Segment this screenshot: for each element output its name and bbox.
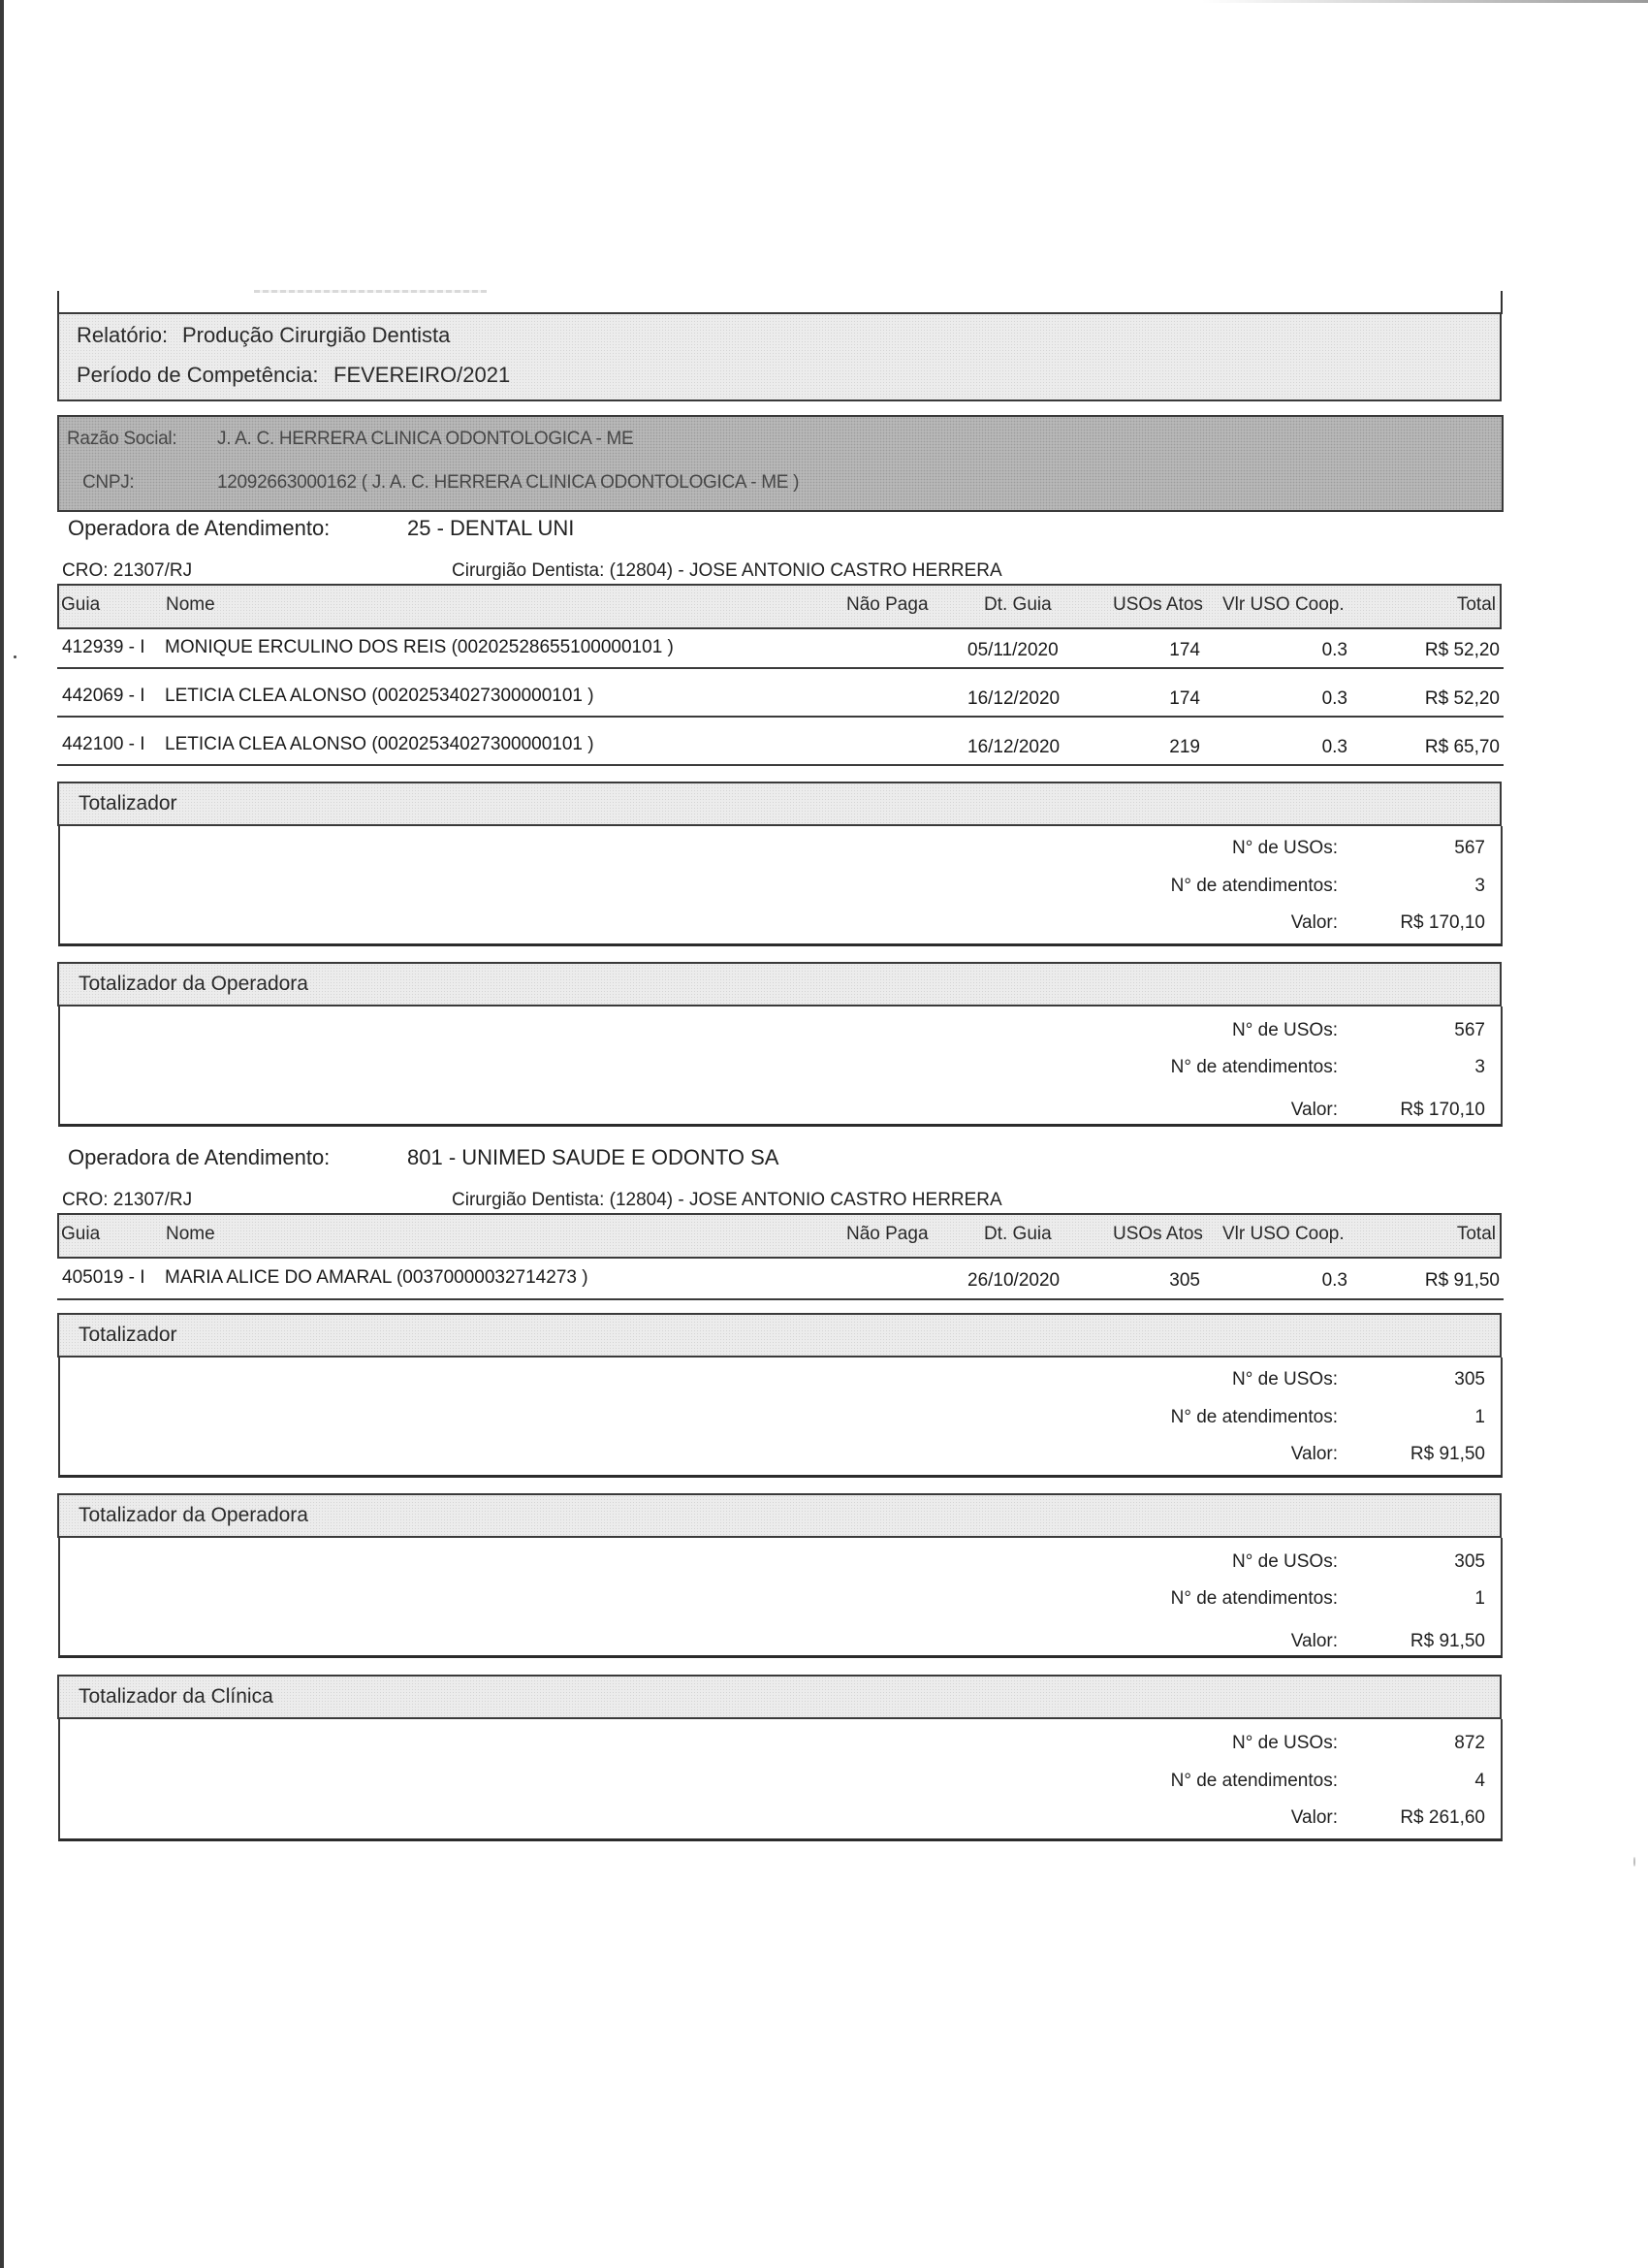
n-usos-value: 305 xyxy=(1454,1551,1485,1572)
n-atendimentos-label: N° de atendimentos: xyxy=(1170,1771,1338,1791)
cell-usos-atos: 174 xyxy=(1169,688,1200,709)
n-atendimentos-label: N° de atendimentos: xyxy=(1170,876,1338,896)
n-atendimentos-value: 1 xyxy=(1474,1588,1485,1609)
totalizador-clinica-header xyxy=(57,1675,1502,1719)
cro-number: CRO: 21307/RJ xyxy=(62,560,193,581)
n-atendimentos-label: N° de atendimentos: xyxy=(1170,1588,1338,1609)
valor-value: R$ 261,60 xyxy=(1400,1807,1485,1828)
row-divider xyxy=(57,1298,1504,1300)
scan-edge xyxy=(0,0,4,2268)
cell-dt-guia: 26/10/2020 xyxy=(967,1270,1061,1291)
razao-social-value: J. A. C. HERRERA CLINICA ODONTOLOGICA - ME xyxy=(217,429,634,449)
cell-total: R$ 65,70 xyxy=(1424,737,1500,757)
cell-usos-atos: 219 xyxy=(1169,737,1200,757)
totalizador-body xyxy=(58,1358,1503,1478)
col-usos-atos: USOs Atos xyxy=(1113,1224,1203,1244)
scan-speck xyxy=(14,655,16,658)
n-atendimentos-value: 3 xyxy=(1474,1057,1485,1077)
cell-total: R$ 52,20 xyxy=(1424,688,1500,709)
cell-guia: 412939 - I xyxy=(62,637,145,657)
totalizador-title: Totalizador xyxy=(79,1324,177,1346)
table-header xyxy=(57,1213,1502,1259)
col-vlr-uso-coop: Vlr USO Coop. xyxy=(1222,594,1345,615)
col-usos-atos: USOs Atos xyxy=(1113,594,1203,615)
cro-number: CRO: 21307/RJ xyxy=(62,1190,193,1210)
cell-vlr-uso: 0.3 xyxy=(1321,1270,1347,1291)
n-atendimentos-value: 1 xyxy=(1474,1407,1485,1427)
row-divider xyxy=(57,716,1504,718)
n-usos-value: 305 xyxy=(1454,1369,1485,1390)
cell-vlr-uso: 0.3 xyxy=(1321,640,1347,660)
col-nao-paga: Não Paga xyxy=(846,594,929,615)
totalizador-operadora-body xyxy=(58,1538,1503,1658)
n-usos-label: N° de USOs: xyxy=(1232,1733,1338,1753)
n-usos-label: N° de USOs: xyxy=(1232,1369,1338,1390)
valor-label: Valor: xyxy=(1290,1807,1338,1828)
razao-social-label: Razão Social: xyxy=(67,429,177,449)
cell-total: R$ 52,20 xyxy=(1424,640,1500,660)
n-atendimentos-label: N° de atendimentos: xyxy=(1170,1057,1338,1077)
cell-guia: 442100 - I xyxy=(62,734,145,754)
cnpj-label: CNPJ: xyxy=(82,472,135,493)
n-usos-value: 567 xyxy=(1454,1020,1485,1040)
n-usos-value: 567 xyxy=(1454,838,1485,858)
row-divider xyxy=(57,764,1504,766)
totalizador-operadora-title: Totalizador da Operadora xyxy=(79,973,308,995)
n-atendimentos-value: 4 xyxy=(1474,1771,1485,1791)
totalizador-header xyxy=(57,1313,1502,1358)
cell-dt-guia: 05/11/2020 xyxy=(967,640,1059,660)
totalizador-operadora-body xyxy=(58,1006,1503,1127)
faint-header-text xyxy=(254,290,487,293)
cell-dt-guia: 16/12/2020 xyxy=(967,737,1061,757)
cell-nome: MARIA ALICE DO AMARAL (00370000032714273 ) xyxy=(165,1267,588,1288)
cell-vlr-uso: 0.3 xyxy=(1321,688,1347,709)
dentist-name: Cirurgião Dentista: (12804) - JOSE ANTONIO CASTRO HERRERA xyxy=(452,560,1002,581)
cell-dt-guia: 16/12/2020 xyxy=(967,688,1061,709)
col-guia: Guia xyxy=(61,1224,101,1244)
col-total: Total xyxy=(1456,594,1496,615)
col-total: Total xyxy=(1456,1224,1496,1244)
dentist-name: Cirurgião Dentista: (12804) - JOSE ANTONIO CASTRO HERRERA xyxy=(452,1190,1002,1210)
cnpj-value: 12092663000162 ( J. A. C. HERRERA CLINICA ODONTOLOGICA - ME ) xyxy=(217,472,800,493)
valor-value: R$ 91,50 xyxy=(1410,1631,1485,1651)
header-frame-left xyxy=(57,291,59,314)
periodo-label: Período de Competência: xyxy=(77,363,319,387)
cell-nome: LETICIA CLEA ALONSO (00202534027300000101 ) xyxy=(165,734,594,754)
operadora-value: 25 - DENTAL UNI xyxy=(407,516,575,540)
col-dt-guia: Dt. Guia xyxy=(984,594,1052,615)
totalizador-clinica-title: Totalizador da Clínica xyxy=(79,1685,273,1708)
valor-label: Valor: xyxy=(1290,1444,1338,1464)
relatorio-value: Produção Cirurgião Dentista xyxy=(182,323,451,347)
col-nome: Nome xyxy=(166,1224,215,1244)
n-atendimentos-label: N° de atendimentos: xyxy=(1170,1407,1338,1427)
totalizador-header xyxy=(57,782,1502,826)
cell-nome: MONIQUE ERCULINO DOS REIS (00202528655100000101 ) xyxy=(165,637,674,657)
cell-usos-atos: 174 xyxy=(1169,640,1200,660)
n-usos-label: N° de USOs: xyxy=(1232,1020,1338,1040)
cell-nome: LETICIA CLEA ALONSO (00202534027300000101 ) xyxy=(165,686,594,706)
valor-label: Valor: xyxy=(1290,912,1338,933)
cell-vlr-uso: 0.3 xyxy=(1321,737,1347,757)
cell-usos-atos: 305 xyxy=(1169,1270,1200,1291)
n-usos-label: N° de USOs: xyxy=(1232,838,1338,858)
periodo-value: FEVEREIRO/2021 xyxy=(333,363,511,387)
n-usos-value: 872 xyxy=(1454,1733,1485,1753)
row-divider xyxy=(57,667,1504,669)
valor-value: R$ 170,10 xyxy=(1400,912,1485,933)
cell-total: R$ 91,50 xyxy=(1424,1270,1500,1291)
cell-guia: 442069 - I xyxy=(62,686,145,706)
col-vlr-uso-coop: Vlr USO Coop. xyxy=(1222,1224,1345,1244)
totalizador-operadora-header xyxy=(57,1493,1502,1538)
valor-label: Valor: xyxy=(1290,1631,1338,1651)
totalizador-body xyxy=(58,826,1503,946)
col-dt-guia: Dt. Guia xyxy=(984,1224,1052,1244)
table-header xyxy=(57,584,1502,629)
n-atendimentos-value: 3 xyxy=(1474,876,1485,896)
header-frame-right xyxy=(1501,291,1503,314)
relatorio-label: Relatório: xyxy=(77,323,169,347)
scan-shadow xyxy=(1202,0,1648,3)
report-header-box xyxy=(57,312,1502,401)
totalizador-operadora-header xyxy=(57,962,1502,1006)
n-usos-label: N° de USOs: xyxy=(1232,1551,1338,1572)
valor-label: Valor: xyxy=(1290,1100,1338,1120)
operadora-label: Operadora de Atendimento: xyxy=(68,1145,331,1169)
totalizador-title: Totalizador xyxy=(79,792,177,815)
scan-speck xyxy=(1633,1857,1635,1867)
valor-value: R$ 91,50 xyxy=(1410,1444,1485,1464)
col-nome: Nome xyxy=(166,594,215,615)
clinic-info-box xyxy=(57,415,1504,512)
col-nao-paga: Não Paga xyxy=(846,1224,929,1244)
totalizador-operadora-title: Totalizador da Operadora xyxy=(79,1504,308,1526)
cell-guia: 405019 - I xyxy=(62,1267,145,1288)
col-guia: Guia xyxy=(61,594,101,615)
totalizador-clinica-body xyxy=(58,1719,1503,1841)
valor-value: R$ 170,10 xyxy=(1400,1100,1485,1120)
operadora-value: 801 - UNIMED SAUDE E ODONTO SA xyxy=(407,1145,779,1169)
operadora-label: Operadora de Atendimento: xyxy=(68,516,331,540)
